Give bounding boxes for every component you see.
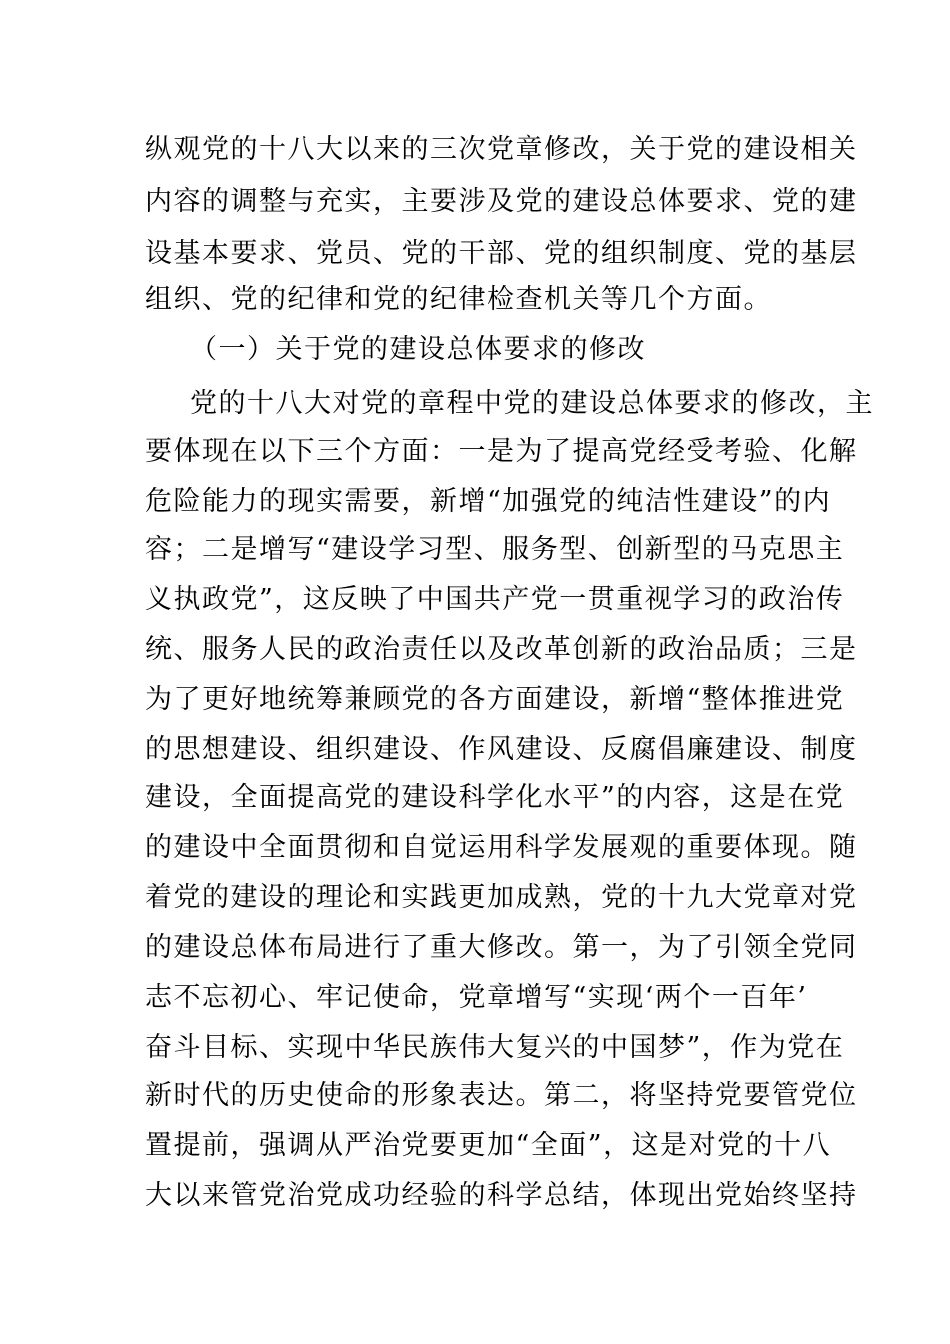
paragraph-line: 置提前，强调从严治党要更加“全面”，这是对党的十八 [145, 1130, 832, 1161]
paragraph-line: 奋斗目标、实现中华民族伟大复兴的中国梦”，作为党在 [145, 1032, 845, 1063]
paragraph-line: 党的十八大对党的章程中党的建设总体要求的修改，主 [190, 388, 874, 419]
paragraph-line: 统、服务人民的政治责任以及改革创新的政治品质；三是 [145, 634, 858, 665]
paragraph-line: 志不忘初心、牢记使命，党章增写“实现‘两个一百年’ [145, 982, 808, 1013]
paragraph-line: 着党的建设的理论和实践更加成熟，党的十九大党章对党 [145, 882, 858, 913]
paragraph-line: 纵观党的十八大以来的三次党章修改，关于党的建设相关 [145, 134, 858, 165]
paragraph-line: 的建设中全面贯彻和自觉运用科学发展观的重要体现。随 [145, 832, 858, 863]
paragraph-line: 容；二是增写“建设学习型、服务型、创新型的马克思主 [145, 534, 845, 565]
paragraph-line: 设基本要求、党员、党的干部、党的组织制度、党的基层 [145, 238, 858, 269]
paragraph-line: 危险能力的现实需要，新增“加强党的纯洁性建设”的内 [145, 486, 832, 517]
paragraph-line: 为了更好地统筹兼顾党的各方面建设，新增“整体推进党 [145, 684, 845, 715]
section-heading: （一）关于党的建设总体要求的修改 [190, 334, 646, 365]
paragraph-line: 组织、党的纪律和党的纪律检查机关等几个方面。 [145, 284, 772, 315]
paragraph-line: 新时代的历史使命的形象表达。第二，将坚持党要管党位 [145, 1080, 858, 1111]
paragraph-line: 的思想建设、组织建设、作风建设、反腐倡廉建设、制度 [145, 734, 858, 765]
paragraph-line: 建设，全面提高党的建设科学化水平”的内容，这是在党 [145, 782, 845, 813]
paragraph-line: 要体现在以下三个方面：一是为了提高党经受考验、化解 [145, 436, 858, 467]
paragraph-line: 的建设总体布局进行了重大修改。第一，为了引领全党同 [145, 932, 858, 963]
paragraph-line: 内容的调整与充实，主要涉及党的建设总体要求、党的建 [145, 186, 858, 217]
paragraph-line: 大以来管党治党成功经验的科学总结，体现出党始终坚持 [145, 1180, 858, 1211]
paragraph-line: 义执政党”，这反映了中国共产党一贯重视学习的政治传 [145, 584, 845, 615]
